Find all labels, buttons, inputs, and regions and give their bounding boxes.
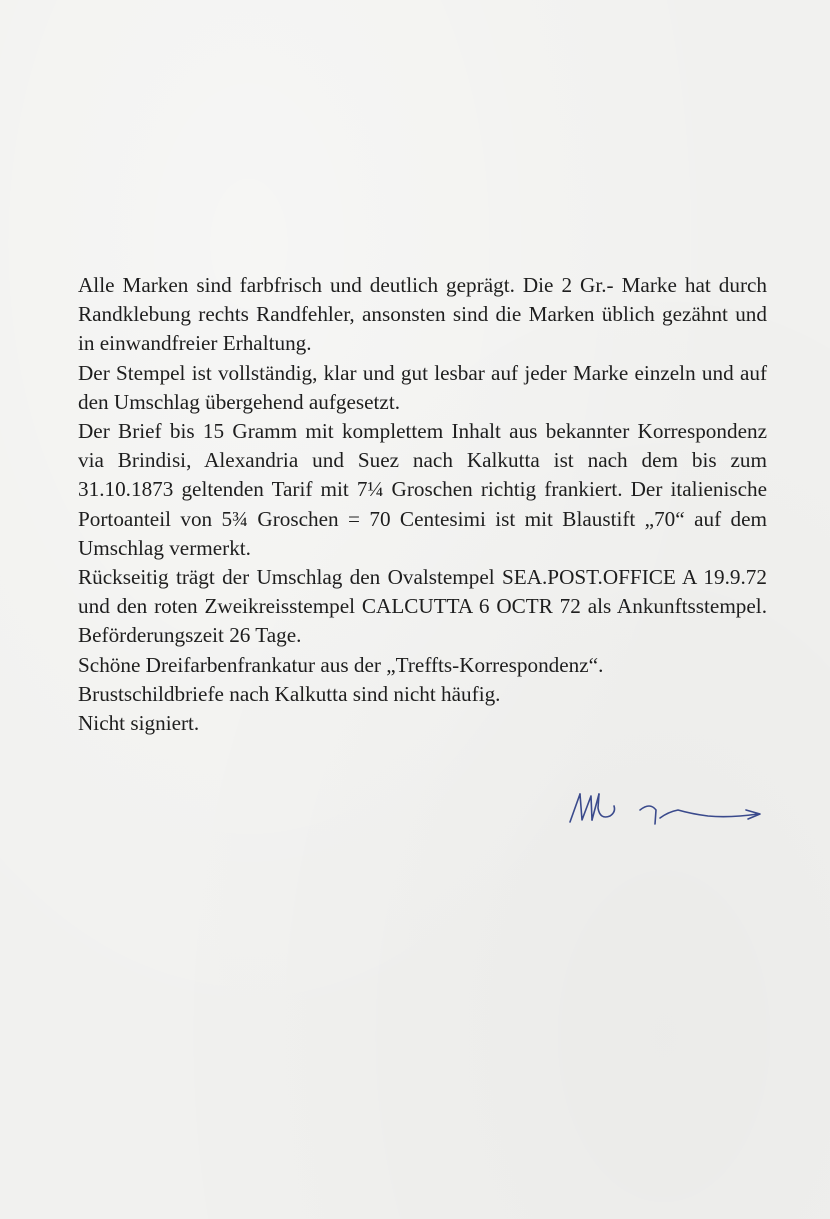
paragraph-signed-status: Nicht signiert. xyxy=(78,711,200,736)
paragraph-condition: Alle Marken sind farbfrisch und deutlich geprägt. Die 2 Gr.- Marke hat durch Randklebung rechts Randfehler, ansonsten sind die Marken üblich gezähnt und in einwandfreier Erhaltung. xyxy=(78,273,767,356)
paragraph-franking: Schöne Dreifarbenfrankatur aus der „Treffts-Korrespondenz“. xyxy=(78,652,604,677)
paragraph-backstamps: Rückseitig trägt der Umschlag den Ovalstempel SEA.POST.OFFICE A 19.9.72 und den roten Zweikreisstempel CALCUTTA 6 OCTR 72 als Ankunftsstempel. Beförderungszeit 26 Tage. xyxy=(78,565,767,648)
handwritten-signature xyxy=(560,780,775,840)
paragraph-rarity: Brustschildbriefe nach Kalkutta sind nicht häufig. xyxy=(78,681,501,706)
document-body xyxy=(78,271,767,738)
paragraph-postage: Der Brief bis 15 Gramm mit komplettem Inhalt aus bekannter Korrespondenz via Brindisi, Alexandria und Suez nach Kalkutta ist nach dem bis zum 31.10.1873 geltenden Tarif mit 7¼ Groschen richtig frankiert. Der italienische Portoanteil von 5¾ Groschen = 70 Centesimi ist mit Blaustift „70“ auf dem Umschlag vermerkt. xyxy=(78,419,767,560)
paragraph-cancellation: Der Stempel ist vollständig, klar und gut lesbar auf jeder Marke einzeln und auf den Umschlag übergehend aufgesetzt. xyxy=(78,360,767,414)
